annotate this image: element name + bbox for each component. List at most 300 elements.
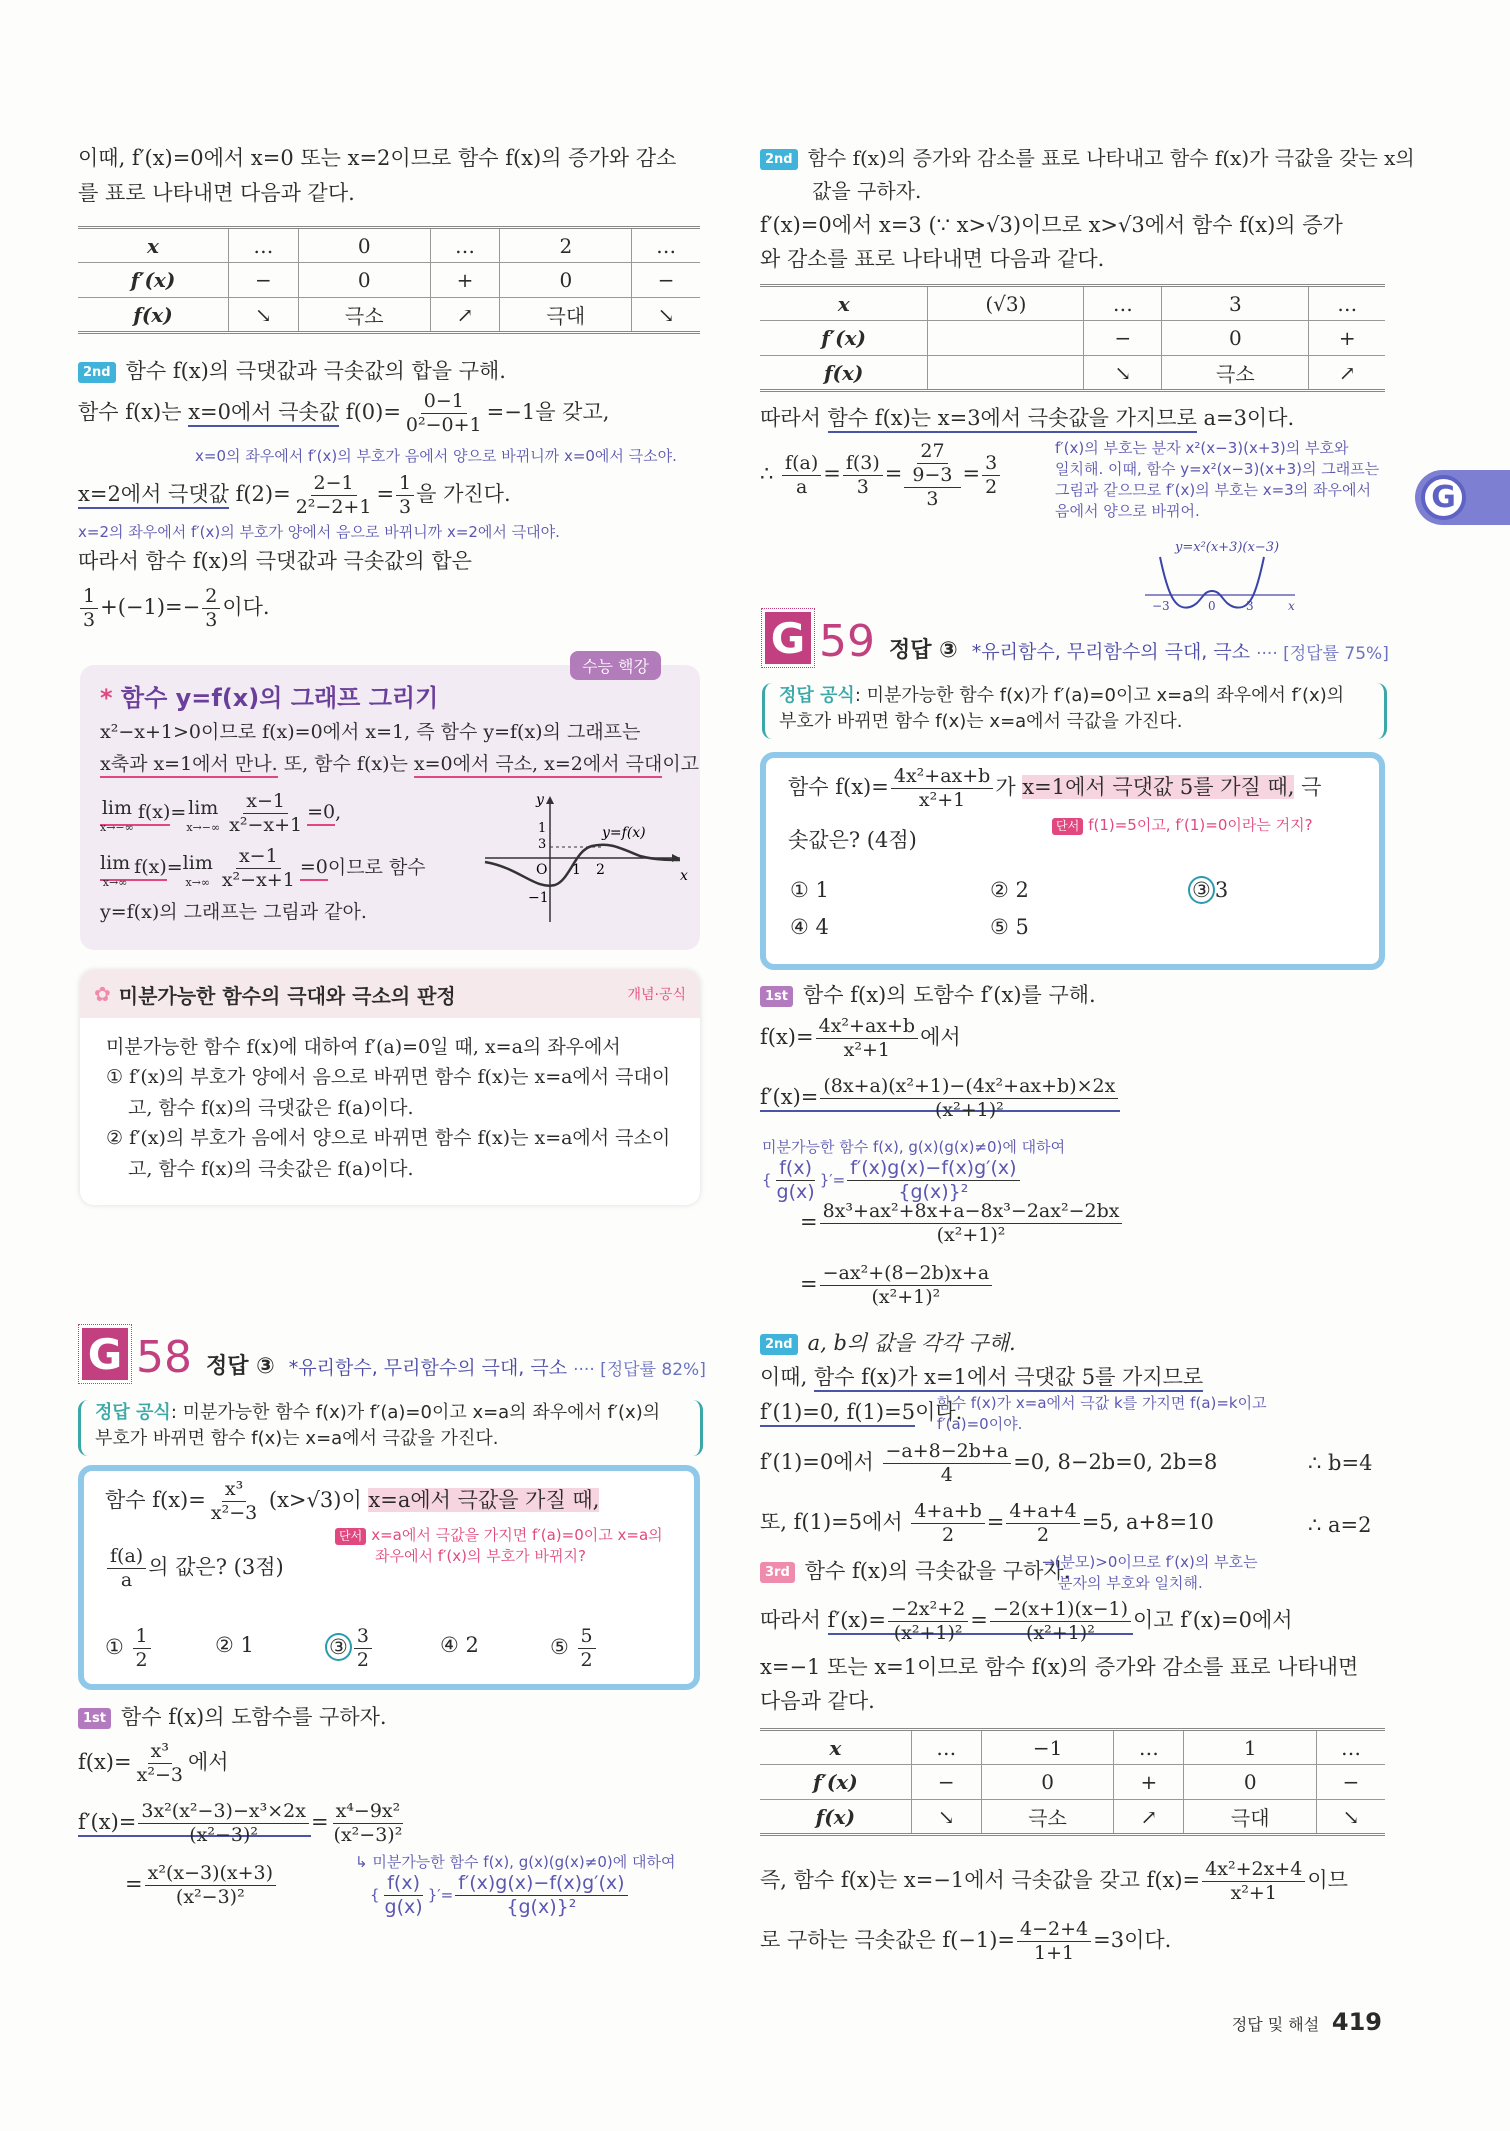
math-text: 에서 — [187, 1749, 229, 1774]
numerator — [421, 390, 467, 414]
fraction — [1017, 1918, 1091, 1965]
sign-table-1 — [78, 226, 700, 334]
g-badge: G — [765, 612, 811, 664]
math-text: 따라서 — [760, 406, 828, 430]
lim-subscript: x→∞ — [185, 876, 211, 890]
math-text: x²−x+1 — [221, 868, 295, 891]
fraction — [80, 585, 98, 632]
numerator — [917, 440, 947, 464]
tick: 0 — [1208, 599, 1216, 613]
denominator — [938, 1464, 956, 1487]
table-cell: … — [1084, 286, 1162, 321]
fraction — [138, 1800, 309, 1847]
correct-rate: ···· [정답률 82%] — [573, 1360, 706, 1380]
numerator — [883, 1440, 1012, 1464]
math-text: 함수 f(x)= — [105, 1487, 206, 1512]
math-text: (x²−3)² — [189, 1823, 259, 1846]
denominator — [403, 414, 485, 437]
underlined — [78, 482, 229, 509]
denominator-note — [1042, 1552, 1258, 1594]
math-text: f(x) — [779, 1157, 812, 1179]
table-cell: 0 — [500, 263, 632, 298]
choice-3[interactable] — [325, 1625, 374, 1672]
denominator — [133, 1649, 151, 1672]
numerator — [138, 1800, 309, 1824]
table-cell: … — [632, 228, 700, 263]
math-text: 2−1 — [313, 472, 354, 494]
math-line — [760, 1015, 961, 1062]
denominator — [909, 464, 955, 487]
math-text: =0 — [299, 856, 328, 879]
numerator — [148, 1740, 172, 1764]
math-text: x²+1 — [1230, 1881, 1277, 1904]
math-text: 을 가진다. — [416, 481, 511, 506]
choice-2[interactable] — [215, 1630, 254, 1662]
math-text: =3이다. — [1093, 1927, 1172, 1952]
limit — [186, 794, 220, 834]
quotient-rule-note: ↳ 미분가능한 함수 f(x), g(x)(g(x)≠0)에 대하여 — [355, 1853, 676, 1871]
choice-2[interactable] — [990, 875, 1029, 907]
fraction — [816, 1015, 918, 1062]
concept-title: 미분가능한 함수의 극대와 극소의 판정 — [118, 983, 456, 1008]
math-text: 3 — [83, 608, 96, 631]
y-tick-num: 1 — [538, 821, 547, 836]
step-2nd-heading — [760, 143, 1415, 173]
fraction — [847, 1157, 1019, 1204]
numerator — [776, 1157, 815, 1181]
math-text: (8x+a)(x²+1)−(4x²+ax+b)×2x — [823, 1075, 1116, 1097]
math-text: {g(x)}² — [898, 1180, 969, 1203]
problem-number: 58 — [136, 1332, 192, 1383]
math-line — [760, 244, 1104, 276]
underlined — [760, 1075, 1120, 1121]
math-line — [760, 1652, 1358, 1684]
table-cell: … — [430, 228, 500, 263]
math-text: 2 — [1037, 1523, 1050, 1546]
local-max-line — [78, 472, 511, 519]
math-text: x³ — [150, 1740, 169, 1762]
math-text: x−1 — [238, 845, 278, 867]
math-text: {g(x)}² — [506, 1895, 577, 1918]
table-cell: − — [228, 263, 298, 298]
quotient-rule-formula — [370, 1872, 630, 1919]
denominator — [396, 496, 414, 519]
math-text: (x²+1)² — [1026, 1621, 1095, 1644]
denominator — [1228, 1882, 1280, 1905]
math-text: 4x²+2x+4 — [1205, 1858, 1303, 1880]
denominator — [503, 1896, 579, 1919]
table-cell: 극대 — [500, 298, 632, 333]
math-text: 2²−2+1 — [295, 495, 372, 518]
step-2nd-heading — [760, 1328, 1016, 1360]
table-cell — [928, 356, 1084, 391]
highlight — [1022, 775, 1294, 799]
math-line — [78, 1740, 229, 1787]
table-cell: x — [760, 286, 928, 321]
answer-formula — [78, 1400, 703, 1456]
sign-table-3 — [760, 1728, 1385, 1836]
math-text: 3 — [356, 1625, 369, 1647]
denominator — [891, 1622, 966, 1645]
table-cell: 0 — [1184, 1765, 1316, 1800]
math-text: 4 — [940, 1463, 953, 1486]
math-line — [760, 1075, 1120, 1122]
hint — [1052, 815, 1313, 836]
math-text: 이고 — [662, 753, 700, 775]
step-badge: 1st — [78, 1708, 111, 1730]
underlined — [760, 1400, 915, 1427]
limit — [100, 794, 134, 834]
table-cell: f′(x) — [760, 1765, 911, 1800]
math-text: f(a) — [785, 451, 819, 474]
answer: 정답 ③ — [206, 1354, 275, 1379]
math-text: x²−x+1>0이므로 f(x)=0에서 x=1, 즉 함수 y=f(x)의 그래프는 — [100, 721, 641, 743]
mini-graph-label: y=x²(x+3)(x−3) — [1175, 540, 1280, 555]
table-cell: 0 — [298, 228, 430, 263]
numerator — [396, 472, 414, 496]
numerator — [80, 585, 98, 609]
math-text: x=0에서 극소, x=2에서 극대 — [413, 753, 663, 775]
math-text: x⁴−9x² — [335, 1800, 401, 1822]
numerator — [982, 452, 1000, 476]
numerator — [1202, 1858, 1305, 1882]
formula-key: 정답 공식 — [95, 1402, 171, 1423]
concept-line: 고, 함수 f(x)의 극솟값은 f(a)이다. — [128, 1157, 414, 1180]
denominator — [80, 609, 98, 632]
math-text: x²(x−3)(x+3) — [147, 1862, 274, 1884]
math-text: 4x²+ax+b — [893, 765, 991, 787]
math-text: = — [166, 856, 183, 879]
underlined — [828, 406, 1197, 433]
math-text: 3 — [926, 487, 939, 510]
note-line: 함수 f(x)가 x=a에서 극값 k를 가지면 f(a)=k이고 — [937, 1394, 1267, 1412]
concept-header — [80, 970, 700, 1018]
table-cell: ↗ — [1309, 356, 1385, 391]
step-badge: 1st — [760, 986, 793, 1008]
fraction — [891, 765, 993, 812]
fraction — [354, 1625, 372, 1672]
chapter-tab-letter: G — [1421, 475, 1466, 520]
math-text: 로 구하는 극솟값은 f(−1)= — [760, 1927, 1016, 1952]
table-cell: −1 — [981, 1730, 1113, 1765]
fraction — [1202, 1858, 1305, 1905]
math-text: f′(1)=0, f(1)=5 — [760, 1400, 916, 1424]
math-text: x²−3 — [136, 1763, 183, 1786]
question-line-2 — [105, 1545, 284, 1592]
numerator — [847, 1157, 1019, 1181]
denominator — [331, 1824, 406, 1847]
math-text: ⑤ — [550, 1634, 576, 1659]
underlined — [188, 400, 339, 427]
tip-line-1 — [100, 718, 640, 747]
fraction — [107, 1545, 146, 1592]
numerator — [202, 585, 220, 609]
math-text: 의 값은? (3점) — [148, 1554, 284, 1579]
math-line — [78, 1800, 407, 1847]
numerator — [843, 452, 883, 476]
choice-4[interactable] — [790, 912, 829, 944]
table-cell: (√3) — [928, 286, 1084, 321]
math-text: = — [962, 461, 981, 486]
lim-subscript: x→−∞ — [186, 821, 221, 835]
math-text: −ax²+(8−2b)x+a — [822, 1262, 990, 1284]
math-text: 이므 — [1307, 1867, 1348, 1892]
fraction — [293, 472, 375, 519]
step-1st-heading — [760, 980, 1096, 1012]
math-line — [760, 1598, 1293, 1645]
numerator — [911, 1500, 984, 1524]
topic: *유리함수, 무리함수의 극대, 극소 — [971, 641, 1251, 663]
fraction — [911, 1500, 984, 1547]
math-text: (x²+1)² — [893, 1621, 963, 1644]
choice-5[interactable] — [550, 1625, 598, 1672]
math-text: 3 — [205, 608, 218, 631]
math-text: }′= — [819, 1170, 846, 1189]
selected-answer-mark: ③ — [1188, 876, 1215, 904]
denominator — [578, 1649, 596, 1672]
math-line — [760, 1858, 1348, 1905]
math-text: = — [125, 1871, 143, 1896]
math-text: 솟값은? (4점) — [788, 828, 917, 852]
math-text: x=2에서 극댓값 — [78, 481, 229, 506]
math-text: f(x)= — [78, 1749, 132, 1774]
question-line-1 — [105, 1478, 599, 1525]
step-badge: 3rd — [760, 1562, 795, 1584]
numerator — [133, 1625, 151, 1649]
tip-title-text: 함수 y=f(x)의 그래프 그리기 — [120, 684, 439, 712]
note-line: →(분모)>0이므로 f′(x)의 부호는 — [1042, 1553, 1258, 1571]
math-text: x²−x+1 — [229, 813, 303, 836]
underlined — [414, 753, 662, 778]
math-text: x=0에서 극솟값 — [188, 399, 340, 424]
math-text: 즉, 함수 f(x)는 x=−1에서 극솟값을 갖고 f(x)= — [760, 1867, 1201, 1892]
table-row — [760, 356, 1385, 391]
math-text: = — [823, 461, 841, 486]
math-text: 4−2+4 — [1020, 1918, 1089, 1940]
table-cell: … — [911, 1730, 981, 1765]
hint-badge: 단서 — [335, 1528, 366, 1545]
g59-header — [765, 612, 1389, 667]
math-text: = — [970, 1607, 988, 1632]
underlined — [300, 856, 328, 881]
math-text: 에서 — [920, 1024, 961, 1049]
page-number: 419 — [1331, 2008, 1382, 2036]
fraction — [202, 585, 220, 632]
math-text: f(a) — [110, 1545, 144, 1567]
table-cell: ↘ — [1316, 1800, 1385, 1835]
math-text: 9−3 — [912, 463, 953, 486]
math-line — [760, 403, 1294, 435]
tip-line-5 — [100, 898, 367, 927]
math-text: f′(x)= — [760, 1084, 819, 1109]
fraction — [820, 1075, 1118, 1122]
formula-text: : 미분가능한 함수 f(x)가 f′(a)=0이고 x=a의 좌우에서 f′(x)의 — [854, 685, 1345, 706]
lim-subscript: x→∞ — [102, 876, 128, 890]
table-cell: 2 — [500, 228, 632, 263]
fraction — [403, 390, 485, 437]
step-text: 함수 f(x)의 증가와 감소를 표로 나타내고 함수 f(x)가 극값을 갖는 x의 — [807, 146, 1415, 170]
denominator — [934, 1224, 1009, 1247]
math-text: 1 — [83, 585, 96, 607]
chapter-tab[interactable] — [1415, 470, 1510, 525]
underlined — [307, 801, 335, 826]
math-text: 2 — [942, 1523, 955, 1546]
math-text: 따라서 — [760, 1607, 828, 1632]
numerator — [145, 1862, 276, 1886]
y-tick-neg: −1 — [528, 890, 549, 906]
formula-text: : 미분가능한 함수 f(x)가 f′(a)=0이고 x=a의 좌우에서 f′(x)의 — [170, 1402, 661, 1423]
choice-3[interactable] — [1188, 875, 1228, 907]
intro-line-2 — [78, 178, 355, 210]
choice-1[interactable] — [105, 1625, 153, 1672]
math-text: (x>√3)이 — [262, 1487, 369, 1512]
underlined — [100, 796, 171, 835]
denominator — [841, 1039, 893, 1062]
formula-text: 부호가 바뀌면 함수 f(x)는 x=a에서 극값을 가진다. — [95, 1428, 499, 1450]
math-text: 3 — [1214, 878, 1229, 902]
math-text: 4+a+b — [914, 1500, 982, 1522]
math-text: x²+1 — [843, 1038, 891, 1061]
math-text: =0 — [307, 801, 336, 824]
math-text: 5 — [580, 1625, 593, 1647]
numerator — [990, 1598, 1131, 1622]
numerator — [1006, 1500, 1079, 1524]
fraction — [820, 1200, 1123, 1247]
math-text: =−1을 갖고, — [486, 399, 610, 424]
answer: 정답 ③ — [889, 638, 958, 663]
math-text: 3 — [399, 495, 412, 518]
step-text: 함수 f(x)의 극댓값과 극솟값의 합을 구해. — [125, 359, 506, 383]
note-line: f′(a)=0이야. — [937, 1415, 1023, 1433]
numerator — [311, 472, 357, 496]
step-2nd-heading — [78, 356, 506, 388]
table-cell — [928, 321, 1084, 356]
hint-text: f(1)=5이고, f′(1)=0이라는 거지? — [1088, 816, 1313, 834]
math-text: }′= — [427, 1885, 454, 1904]
math-text: =5, a+8=10 — [1081, 1509, 1214, 1534]
formula-key: 정답 공식 — [779, 685, 855, 706]
math-text: 2 — [205, 585, 218, 607]
math-text: f(0)= — [339, 399, 401, 424]
table-cell: − — [1316, 1765, 1385, 1800]
fraction — [982, 452, 1000, 499]
math-text: 4x²+ax+b — [818, 1015, 916, 1037]
choice-4[interactable] — [440, 1630, 479, 1662]
math-text: 1 — [135, 1625, 148, 1647]
table-cell: ↗ — [430, 298, 500, 333]
math-text: f′(1)=0에서 — [760, 1449, 881, 1474]
math-line — [760, 1440, 1217, 1487]
numerator — [243, 790, 288, 814]
denominator — [932, 1099, 1007, 1122]
math-text: = — [884, 461, 903, 486]
choice-1[interactable] — [790, 875, 829, 907]
step-badge: 2nd — [760, 149, 798, 171]
table-row — [760, 1765, 1385, 1800]
step-3rd-heading — [760, 1556, 1070, 1588]
math-line — [800, 1200, 1124, 1247]
table-cell: ↘ — [632, 298, 700, 333]
curve — [485, 845, 680, 886]
lim-subscript: x→−∞ — [100, 821, 134, 835]
math-line — [760, 1500, 1214, 1547]
math-text: f(x) — [387, 1872, 420, 1894]
limit — [183, 849, 213, 889]
table-cell: … — [1316, 1730, 1385, 1765]
math-text: ⑤ 5 — [990, 915, 1029, 939]
math-line — [760, 1362, 1203, 1394]
local-min-note: x=0의 좌우에서 f′(x)의 부호가 음에서 양으로 바뀌니까 x=0에서 극소야. — [195, 447, 677, 465]
table-cell: … — [1114, 1730, 1184, 1765]
sum-line-1 — [78, 546, 472, 578]
math-text: x축과 x=1에서 만나. — [100, 753, 278, 775]
hint — [335, 1525, 663, 1567]
x-label: x — [1288, 599, 1295, 613]
denominator — [923, 488, 941, 511]
table-cell: … — [228, 228, 298, 263]
step-badge: 2nd — [760, 1334, 798, 1356]
denominator — [354, 1649, 372, 1672]
math-text: 3 — [856, 475, 869, 498]
table-row — [760, 1730, 1385, 1765]
fraction — [843, 452, 883, 499]
formula-text: 부호가 바뀌면 함수 f(x)는 x=a에서 극값을 가진다. — [779, 711, 1183, 733]
hint-badge: 단서 — [1052, 818, 1083, 835]
step-text: 함수 f(x)의 도함수 f′(x)를 구해. — [803, 983, 1096, 1007]
fraction — [820, 1262, 993, 1309]
quotient-rule-formula — [762, 1157, 1022, 1204]
y-tick-den: 3 — [538, 837, 547, 852]
table-cell: + — [1309, 321, 1385, 356]
table-cell: − — [911, 1765, 981, 1800]
math-line — [760, 440, 1002, 510]
table-cell: + — [1114, 1765, 1184, 1800]
math-text: { — [762, 1170, 772, 1189]
math-text: x=−1 또는 x=1이므로 함수 f(x)의 증가와 감소를 표로 나타내면 — [760, 1655, 1359, 1679]
choice-5[interactable] — [990, 912, 1029, 944]
origin-label: O — [536, 862, 548, 878]
table-cell: − — [1084, 321, 1162, 356]
table-cell: 극대 — [1184, 1800, 1316, 1835]
denominator — [916, 789, 968, 812]
math-text: 함수 f(x)는 x=3에서 극솟값을 가지므로 — [827, 406, 1197, 430]
math-text: x−1 — [246, 790, 285, 812]
math-text: ∴ — [760, 461, 781, 486]
lim-word: lim — [100, 851, 131, 874]
math-text: x²+1 — [918, 788, 966, 811]
lim-word: lim — [101, 796, 132, 819]
table-cell: 0 — [298, 263, 430, 298]
limit — [100, 849, 130, 889]
concept-body — [80, 1018, 700, 1198]
math-text: 다음과 같다. — [760, 1689, 875, 1713]
math-text: 27 — [920, 440, 945, 462]
table-row — [78, 228, 700, 263]
table-cell: f(x) — [760, 1800, 911, 1835]
tip-title — [100, 680, 438, 716]
fraction — [904, 440, 960, 510]
numerator — [578, 1625, 596, 1649]
tip-line-3 — [100, 790, 341, 837]
table-cell: ↘ — [228, 298, 298, 333]
math-text: f′(x)g(x)−f(x)g′(x) — [850, 1157, 1017, 1179]
numerator — [222, 1478, 246, 1502]
fraction — [208, 1478, 260, 1525]
step-1st-heading — [78, 1702, 387, 1734]
math-text: a=3이다. — [1196, 406, 1295, 430]
math-text: 이때, f′(x)=0에서 x=0 또는 x=2이므로 함수 f(x)의 증가와 감소 — [78, 146, 677, 170]
numerator — [820, 1075, 1118, 1099]
